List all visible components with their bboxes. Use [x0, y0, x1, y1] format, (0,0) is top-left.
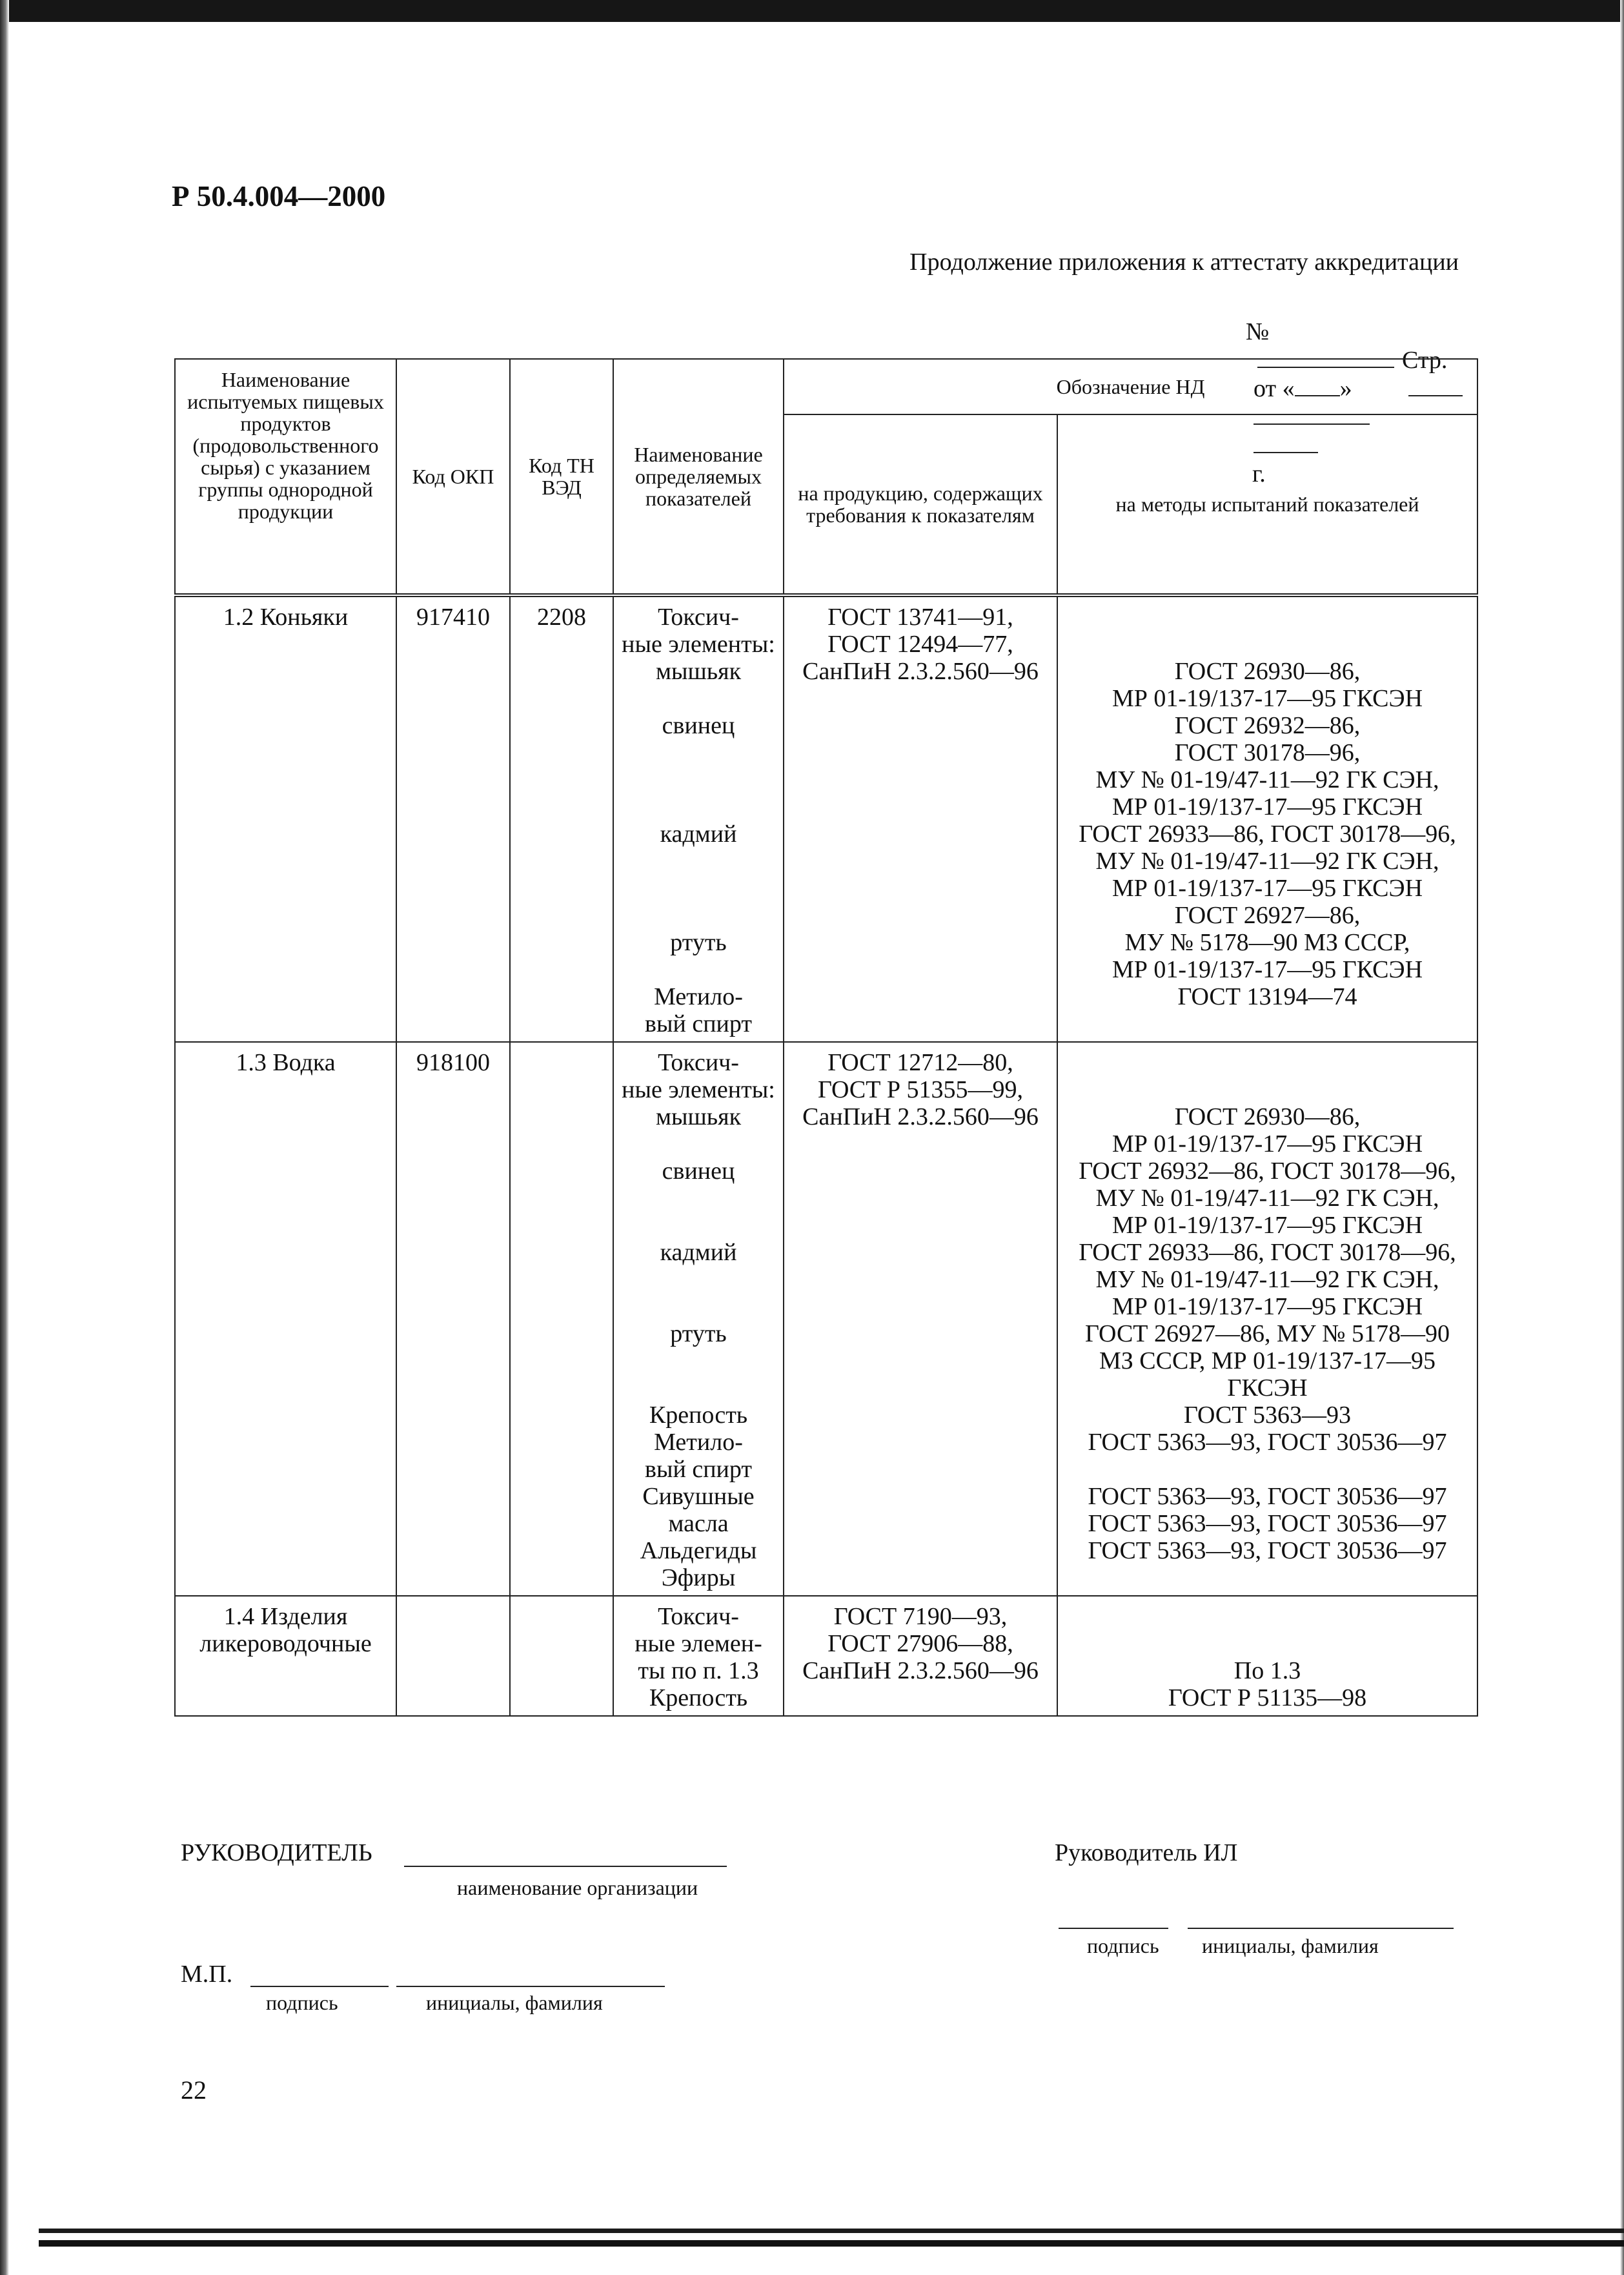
method-line: ГОСТ 5363—93, ГОСТ 30536—97: [1088, 1483, 1447, 1510]
okp-cell: 917410: [396, 595, 510, 1042]
product-standards-cell: [784, 1596, 1057, 1716]
method-line: [1061, 1630, 1474, 1657]
scan-border-bottom: [39, 2229, 1624, 2233]
method-line: ГОСТ 5363—93, ГОСТ 30536—97: [1088, 1510, 1447, 1537]
lab-signature-caption: подпись: [1087, 1934, 1159, 1957]
method-line: МУ № 01-19/47-11—92 ГК СЭН,: [1095, 848, 1439, 875]
indicator-line: [616, 848, 780, 875]
tnved-cell: [510, 1596, 613, 1716]
indicator-line: кадмий: [660, 821, 737, 848]
indicator-line: [616, 1374, 780, 1402]
year-label: г.: [1252, 460, 1266, 487]
indicator-line: вый спирт: [645, 1456, 752, 1483]
method-line: ГОСТ 5363—93, ГОСТ 30536—97: [1088, 1537, 1447, 1564]
tnved-cell: [510, 1042, 613, 1596]
product-name-cell: 1.2 Коньяки: [175, 595, 396, 1042]
table-row: [175, 595, 1477, 1042]
method-line: МУ № 01-19/47-11—92 ГК СЭН,: [1095, 766, 1439, 793]
head-initials-caption: инициалы, фамилия: [426, 1991, 603, 2014]
indicator-line: [616, 1266, 780, 1293]
indicator-line: Токсич-: [658, 1603, 739, 1630]
head-signature-caption: подпись: [266, 1991, 338, 2014]
tnved-cell: 2208: [510, 595, 613, 1042]
method-line: [1061, 1603, 1474, 1630]
indicator-line: масла: [668, 1510, 729, 1537]
header-row-1: [175, 359, 1477, 414]
indicator-line: вый спирт: [645, 1010, 752, 1037]
method-line: [1061, 631, 1474, 658]
method-standards-cell: [1057, 1042, 1477, 1596]
seal-label: М.П.: [181, 1961, 233, 1988]
header-nd: Обозначение НД: [784, 359, 1477, 414]
page-number: 22: [181, 2076, 207, 2105]
standard-line: СанПиН 2.3.2.560—96: [802, 1657, 1039, 1684]
table-row: [175, 1596, 1477, 1716]
standard-line: СанПиН 2.3.2.560—96: [802, 1103, 1039, 1130]
indicator-line: Альдегиды: [640, 1537, 757, 1564]
product-name-cell: 1.4 Изделия ликероводочные: [175, 1596, 396, 1716]
method-line: МУ № 5178—90 МЗ СССР,: [1124, 929, 1410, 956]
indicator-line: [616, 1347, 780, 1374]
scan-border-top: [0, 0, 1624, 22]
header-product-name: Наименование испытуемых пищевых продуктов (продовольственного сырья) с указанием группы однородной продукции: [175, 359, 396, 595]
standard-line: ГОСТ 13741—91,: [827, 604, 1013, 631]
indicator-line: мышьяк: [655, 1103, 742, 1130]
indicator-line: Крепость: [649, 1402, 748, 1429]
method-line: ГОСТ 26933—86, ГОСТ 30178—96,: [1079, 1239, 1456, 1266]
indicator-line: Токсич-: [658, 604, 739, 631]
method-line: МР 01-19/137-17—95 ГКСЭН: [1111, 793, 1423, 821]
lab-initials-blank: [1188, 1928, 1454, 1929]
method-line: ГОСТ 26927—86, МУ № 5178—90: [1085, 1320, 1450, 1347]
standard-line: ГОСТ 27906—88,: [827, 1630, 1013, 1657]
method-line: МР 01-19/137-17—95 ГКСЭН: [1111, 1293, 1423, 1320]
okp-cell: [396, 1596, 510, 1716]
indicator-line: свинец: [662, 712, 735, 739]
indicator-line: [616, 1130, 780, 1158]
method-line: По 1.3: [1233, 1657, 1301, 1684]
header-okp: Код ОКП: [396, 359, 510, 595]
indicator-line: ртуть: [670, 1320, 727, 1347]
method-line: [1061, 1049, 1474, 1076]
indicator-line: ные элемен-: [634, 1630, 762, 1657]
method-line: МЗ СССР, МР 01-19/137-17—95: [1099, 1347, 1436, 1374]
lab-signature-blank: [1059, 1928, 1168, 1929]
header-nd-product: на продукцию, содержащих требования к показателям: [784, 414, 1057, 595]
method-line: ГОСТ 26930—86,: [1174, 658, 1361, 685]
indicator-line: [616, 902, 780, 929]
method-line: МУ № 01-19/47-11—92 ГК СЭН,: [1095, 1185, 1439, 1212]
page-label: Стр.: [1402, 347, 1448, 374]
organization-caption: наименование организации: [457, 1876, 698, 1899]
indicator-line: ртуть: [670, 929, 727, 956]
method-line: МУ № 01-19/47-11—92 ГК СЭН,: [1095, 1266, 1439, 1293]
scan-border-right: [1620, 0, 1624, 2275]
head-signature-blank: [250, 1986, 389, 1987]
header-indicators: Наименование определяемых показателей: [613, 359, 784, 595]
scan-border-bottom-thick: [39, 2240, 1624, 2247]
method-line: МР 01-19/137-17—95 ГКСЭН: [1111, 1212, 1423, 1239]
method-line: ГОСТ 26933—86, ГОСТ 30178—96,: [1079, 821, 1456, 848]
number-label: №: [1246, 318, 1270, 345]
method-line: ГОСТ 26930—86,: [1174, 1103, 1361, 1130]
standard-line: СанПиН 2.3.2.560—96: [802, 658, 1039, 685]
indicator-line: Метило-: [654, 1429, 743, 1456]
indicators-cell: [613, 1042, 784, 1596]
standard-line: ГОСТ 7190—93,: [833, 1603, 1008, 1630]
method-standards-cell: [1057, 1596, 1477, 1716]
lab-head-label: Руководитель ИЛ: [1055, 1839, 1238, 1866]
organization-blank: [404, 1866, 727, 1867]
method-line: МР 01-19/137-17—95 ГКСЭН: [1111, 875, 1423, 902]
header-nd-methods: на методы испытаний показателей: [1057, 414, 1477, 595]
okp-cell: 918100: [396, 1042, 510, 1596]
indicator-line: Сивушные: [642, 1483, 755, 1510]
indicator-line: Токсич-: [658, 1049, 739, 1076]
method-line: ГОСТ 30178—96,: [1174, 739, 1361, 766]
method-line: ГОСТ 26932—86,: [1174, 712, 1361, 739]
accreditation-table: [174, 358, 1478, 1717]
table-row: [175, 1042, 1477, 1596]
indicator-line: Крепость: [649, 1684, 748, 1711]
method-line: [1061, 604, 1474, 631]
from-label: от «: [1254, 375, 1295, 402]
indicator-line: [616, 739, 780, 766]
method-line: ГОСТ 13194—74: [1177, 983, 1357, 1010]
indicator-line: [616, 766, 780, 793]
standard-line: ГОСТ 12494—77,: [827, 631, 1013, 658]
method-line: ГОСТ 26932—86, ГОСТ 30178—96,: [1079, 1158, 1456, 1185]
method-line: МР 01-19/137-17—95 ГКСЭН: [1111, 956, 1423, 983]
continuation-title: Продолжение приложения к аттестату аккредитации: [909, 249, 1459, 276]
indicator-line: ты по п. 1.3: [638, 1657, 759, 1684]
document-code: Р 50.4.004—2000: [172, 180, 386, 212]
method-line: МР 01-19/137-17—95 ГКСЭН: [1111, 685, 1423, 712]
indicator-line: [616, 1212, 780, 1239]
method-line: ГОСТ 5363—93, ГОСТ 30536—97: [1088, 1429, 1447, 1456]
indicator-line: [616, 793, 780, 821]
head-label: РУКОВОДИТЕЛЬ: [181, 1839, 372, 1866]
method-line: ГОСТ 5363—93: [1184, 1402, 1351, 1429]
indicator-line: [616, 1185, 780, 1212]
product-standards-cell: [784, 595, 1057, 1042]
indicators-cell: [613, 595, 784, 1042]
method-line: [1061, 1076, 1474, 1103]
method-line: МР 01-19/137-17—95 ГКСЭН: [1111, 1130, 1423, 1158]
indicator-line: [616, 875, 780, 902]
indicators-cell: [613, 1596, 784, 1716]
header-tnved: Код ТН ВЭД: [510, 359, 613, 595]
method-line: ГОСТ Р 51135—98: [1168, 1684, 1367, 1711]
method-line: ГКСЭН: [1227, 1374, 1308, 1402]
indicator-line: ные элементы:: [622, 631, 775, 658]
indicator-line: Метило-: [654, 983, 743, 1010]
method-line: [1061, 1456, 1474, 1483]
standard-line: ГОСТ 12712—80,: [827, 1049, 1013, 1076]
indicator-line: [616, 685, 780, 712]
indicator-line: кадмий: [660, 1239, 737, 1266]
head-initials-blank: [396, 1986, 665, 1987]
indicator-line: [616, 1293, 780, 1320]
indicator-line: Эфиры: [661, 1564, 736, 1591]
indicator-line: [616, 956, 780, 983]
standard-line: ГОСТ Р 51355—99,: [817, 1076, 1024, 1103]
product-standards-cell: [784, 1042, 1057, 1596]
quote-close: »: [1339, 375, 1352, 402]
scan-border-left: [0, 0, 9, 2275]
method-standards-cell: [1057, 595, 1477, 1042]
indicator-line: ные элементы:: [622, 1076, 775, 1103]
lab-initials-caption: инициалы, фамилия: [1202, 1934, 1379, 1957]
method-line: ГОСТ 26927—86,: [1174, 902, 1361, 929]
product-name-cell: 1.3 Водка: [175, 1042, 396, 1596]
indicator-line: мышьяк: [655, 658, 742, 685]
indicator-line: свинец: [662, 1158, 735, 1185]
